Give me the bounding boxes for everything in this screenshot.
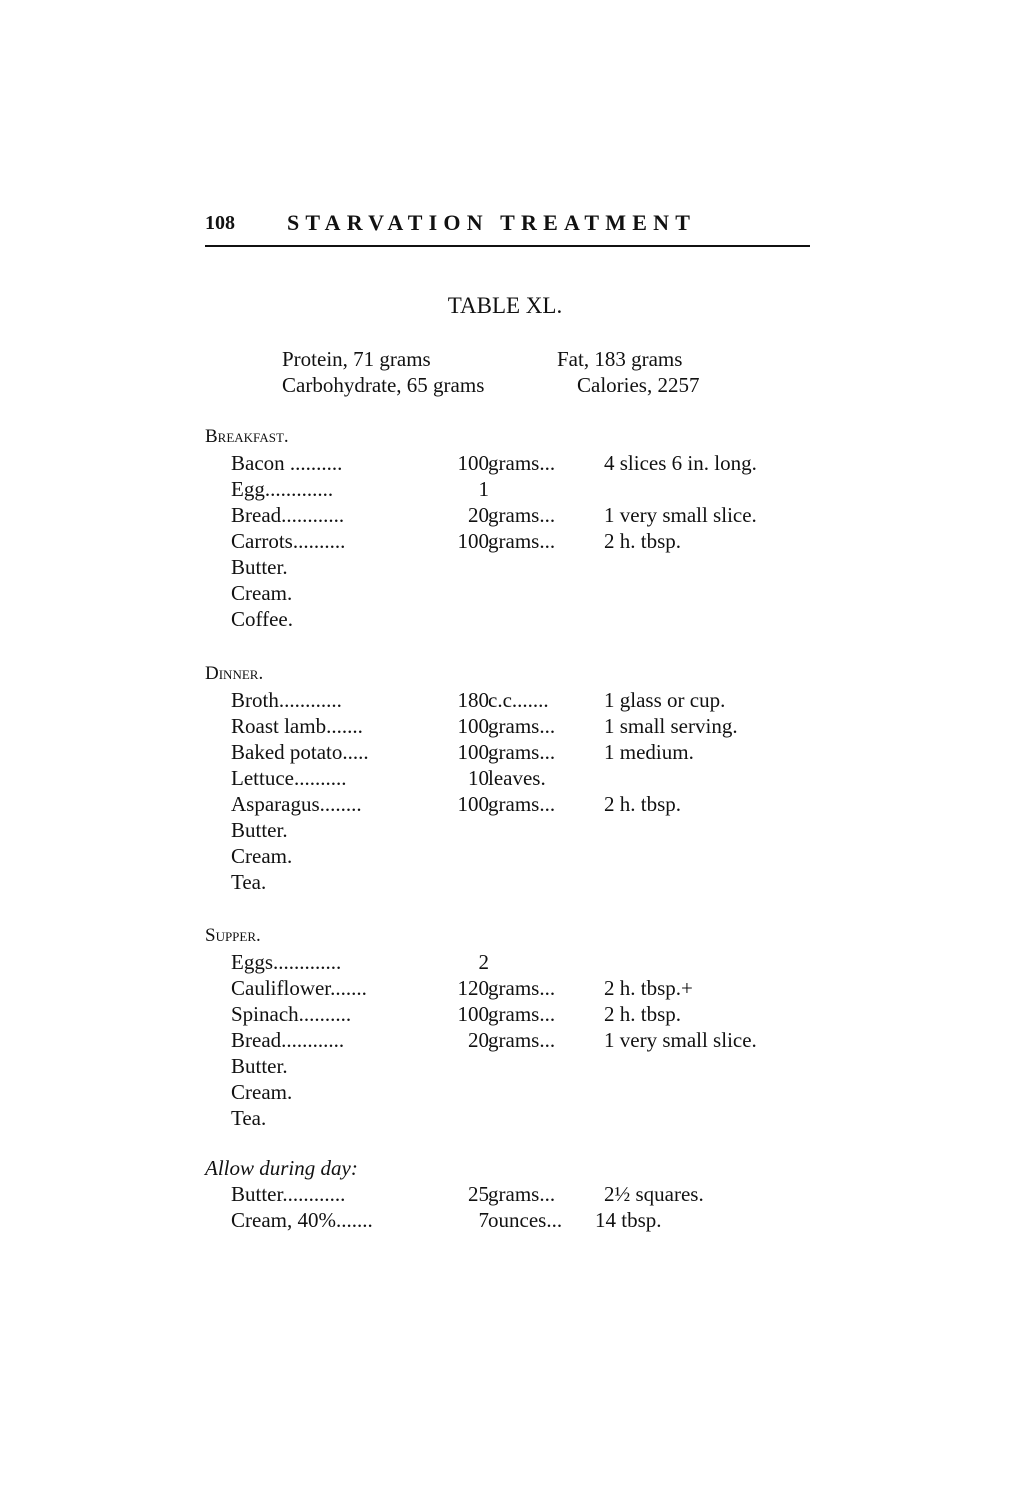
section-title: Breakfast. [205,426,289,447]
food-quantity: 100 [457,792,489,816]
food-measure: 14 tbsp. [595,1208,662,1232]
allow-section [205,1155,815,1233]
page-number: 108 [205,212,235,234]
food-quantity: 100 [457,451,489,475]
food-measure: 4 slices 6 in. long. [604,451,757,475]
food-quantity: 20 [468,503,489,527]
food-quantity: 180 [457,688,489,712]
list-item [205,791,815,817]
header-rule [205,245,810,247]
section-title: Allow during day: [205,1156,358,1180]
food-quantity: 1 [478,477,489,501]
food-name: Bread............ [231,1028,345,1052]
food-name: Broth............ [231,688,342,712]
food-name: Butter. [231,1054,288,1078]
food-name: Asparagus........ [231,792,362,816]
food-name: Eggs............. [231,950,342,974]
food-measure: 1 small serving. [604,714,738,738]
food-measure: 2 h. tbsp. [604,529,682,553]
food-unit: grams... [488,503,556,527]
food-quantity: 25 [468,1182,489,1206]
food-name: Cream. [231,1080,293,1104]
food-name: Tea. [231,1106,267,1130]
food-quantity: 20 [468,1028,489,1052]
list-item [205,765,815,791]
food-name: Bread............ [231,503,345,527]
list-item [205,450,815,476]
food-measure: 1 very small slice. [604,503,757,527]
summary-carbohydrate: Carbohydrate, 65 grams [282,373,485,397]
list-item [205,606,815,632]
food-quantity: 10 [468,766,489,790]
list-item [205,1027,815,1053]
food-unit: grams... [488,1182,556,1206]
food-measure: 1 glass or cup. [604,688,726,712]
list-item [205,580,815,606]
list-item [205,687,815,713]
food-unit: ounces... [488,1208,563,1232]
list-item [205,975,815,1001]
food-unit: c.c....... [488,688,549,712]
food-name: Cream, 40%....... [231,1208,373,1232]
food-unit: grams... [488,1002,556,1026]
food-quantity: 2 [478,950,489,974]
dinner-section [205,661,815,895]
list-item [205,1181,815,1207]
list-item [205,1053,815,1079]
food-quantity: 100 [457,740,489,764]
supper-section [205,923,815,1131]
food-name: Butter. [231,555,288,579]
food-unit: grams... [488,792,556,816]
food-name: Bacon .......... [231,451,343,475]
section-title: Supper. [205,925,261,946]
page-header [205,210,810,240]
food-measure: 1 very small slice. [604,1028,757,1052]
summary-protein: Protein, 71 grams [282,347,431,371]
food-quantity: 120 [457,976,489,1000]
list-item [205,502,815,528]
list-item [205,1207,815,1233]
summary-calories: Calories, 2257 [577,373,700,397]
list-item [205,528,815,554]
list-item [205,1105,815,1131]
food-unit: grams... [488,529,556,553]
food-name: Cauliflower....... [231,976,367,1000]
summary-fat: Fat, 183 grams [557,347,683,371]
food-name: Egg............. [231,477,334,501]
food-name: Butter............ [231,1182,346,1206]
food-unit: grams... [488,1028,556,1052]
section-title: Dinner. [205,663,264,684]
food-measure: 2½ squares. [604,1182,704,1206]
food-unit: grams... [488,740,556,764]
table-title [0,293,1010,319]
list-item [205,817,815,843]
food-unit: leaves. [488,766,546,790]
food-name: Roast lamb....... [231,714,363,738]
list-item [205,476,815,502]
list-item [205,739,815,765]
list-item [205,554,815,580]
food-name: Butter. [231,818,288,842]
food-name: Lettuce.......... [231,766,347,790]
food-quantity: 7 [478,1208,489,1232]
food-quantity: 100 [457,529,489,553]
list-item [205,713,815,739]
food-unit: grams... [488,714,556,738]
food-measure: 2 h. tbsp.+ [604,976,693,1000]
food-unit: grams... [488,451,556,475]
food-name: Cream. [231,844,293,868]
table-title-text: TABLE XL. [447,293,563,318]
breakfast-section [205,424,815,632]
food-name: Baked potato..... [231,740,369,764]
food-quantity: 100 [457,1002,489,1026]
list-item [205,843,815,869]
food-measure: 2 h. tbsp. [604,1002,682,1026]
list-item [205,949,815,975]
food-name: Cream. [231,581,293,605]
running-title: STARVATION TREATMENT [287,210,697,235]
list-item [205,869,815,895]
list-item [205,1001,815,1027]
food-name: Tea. [231,870,267,894]
food-name: Coffee. [231,607,294,631]
food-name: Spinach.......... [231,1002,352,1026]
food-name: Carrots.......... [231,529,346,553]
list-item [205,1079,815,1105]
food-measure: 2 h. tbsp. [604,792,682,816]
food-measure: 1 medium. [604,740,694,764]
food-quantity: 100 [457,714,489,738]
food-unit: grams... [488,976,556,1000]
